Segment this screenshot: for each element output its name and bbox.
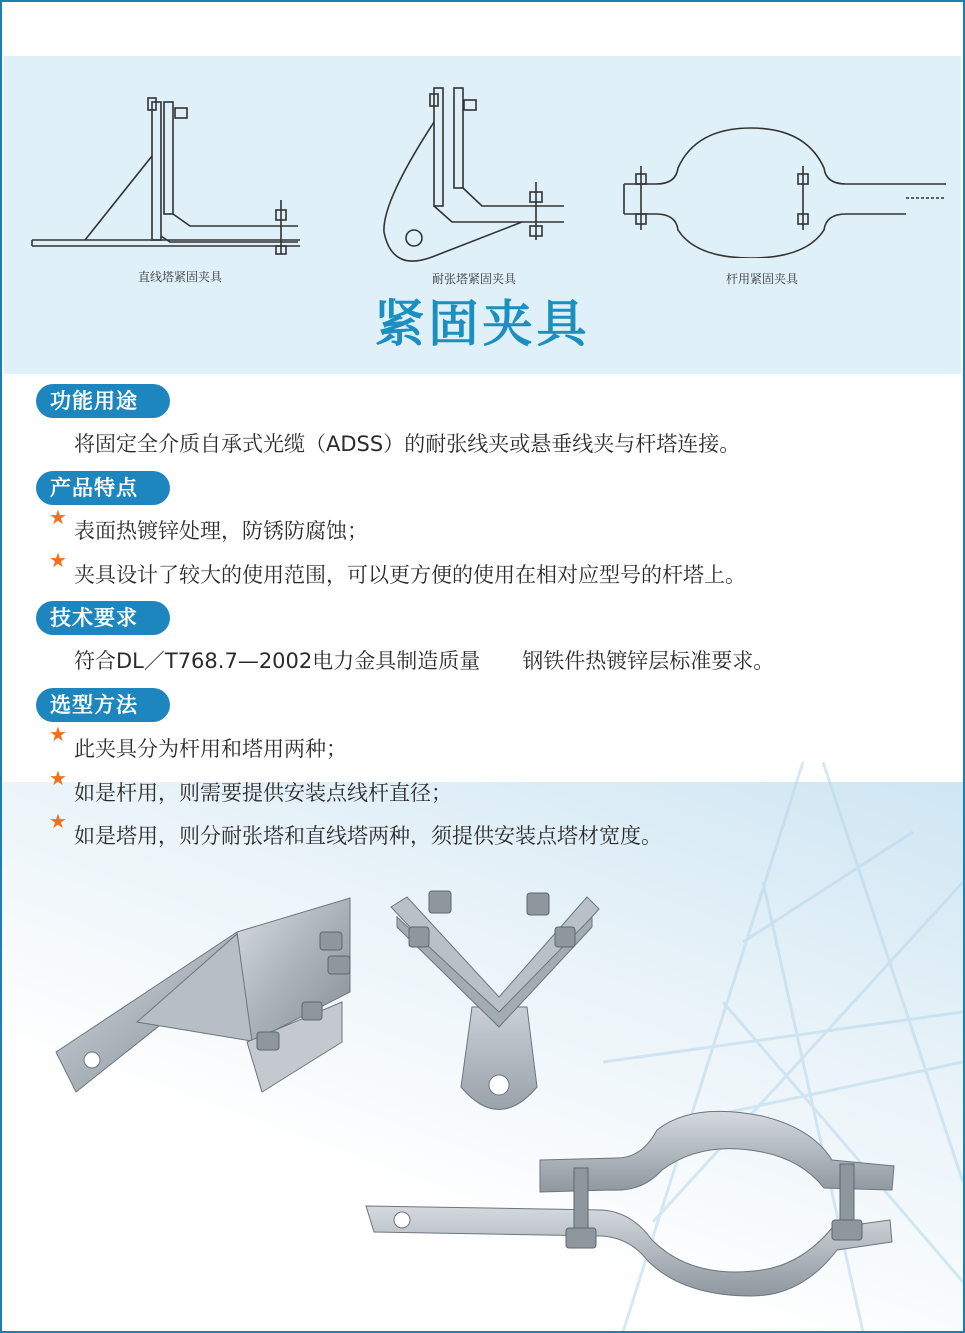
- section-title-features: 产品特点: [36, 471, 170, 505]
- drawing-caption-tension: 耐张塔紧固夹具: [431, 272, 516, 286]
- selection-item: 如是杆用，则需要提供安装点线杆直径；: [74, 781, 452, 805]
- drawing-caption-straight: 直线塔紧固夹具: [137, 270, 222, 284]
- page-title: 紧固夹具: [374, 294, 591, 353]
- drawing-caption-pole: 杆用紧固夹具: [725, 272, 798, 286]
- tension-tower-clamp-drawing-icon: [372, 82, 572, 272]
- star-icon: ★: [49, 766, 67, 790]
- pole-clamp-drawing-icon: [616, 118, 946, 258]
- function-text: 将固定全介质自承式光缆（ADSS）的耐张线夹或悬垂线夹与杆塔连接。: [74, 432, 741, 456]
- selection-item: 此夹具分为杆用和塔用两种；: [74, 737, 347, 761]
- straight-tower-clamp-drawing-icon: [30, 96, 320, 256]
- pole-clamp-photo: [362, 1110, 897, 1300]
- feature-item: 夹具设计了较大的使用范围，可以更方便的使用在相对应型号的杆塔上。: [74, 563, 746, 587]
- star-icon: ★: [49, 548, 67, 572]
- section-title-tech: 技术要求: [36, 601, 170, 635]
- tech-text: 符合DL／T768.7—2002电力金具制造质量 钢铁件热镀锌层标准要求。: [74, 649, 775, 673]
- selection-item: 如是塔用，则分耐张塔和直线塔两种，须提供安装点塔材宽度。: [74, 824, 662, 848]
- feature-item: 表面热镀锌处理，防锈防腐蚀；: [74, 519, 368, 543]
- section-title-selection: 选型方法: [36, 688, 170, 722]
- tension-clamp-photo: [387, 887, 602, 1127]
- star-icon: ★: [49, 809, 67, 833]
- header-band: [4, 56, 961, 374]
- straight-clamp-photo: [52, 892, 362, 1102]
- star-icon: ★: [49, 505, 67, 529]
- star-icon: ★: [49, 722, 67, 746]
- section-title-function: 功能用途: [36, 384, 170, 418]
